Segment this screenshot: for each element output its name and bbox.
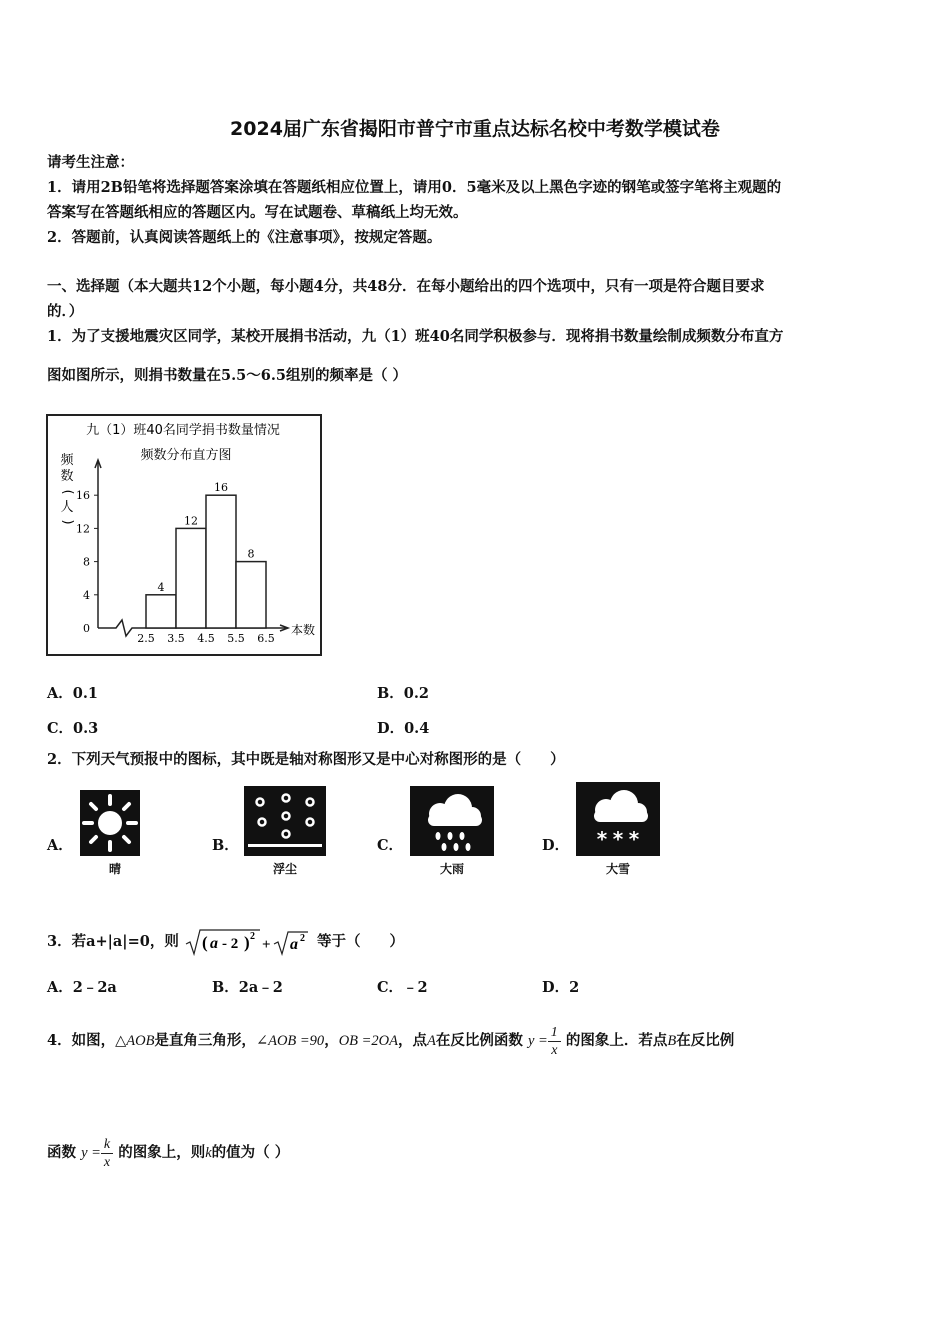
notice-heading: 请考生注意： xyxy=(47,154,134,171)
q4-point-b: B xyxy=(667,1033,677,1049)
q3-expr-a: a xyxy=(209,935,218,952)
q3-option-d[interactable]: D．2 xyxy=(542,979,580,996)
chart-subtitle: 频数分布直方图 xyxy=(140,448,232,463)
bar-data-label: 8 xyxy=(247,547,255,561)
heavy-snow-caption: 大雪 xyxy=(605,862,630,876)
heavy-snow-icon[interactable] xyxy=(576,782,660,856)
y-label-char-3: ( xyxy=(60,489,75,495)
notice-item2: 2．答题前，认真阅读答题纸上的《注意事项》，按规定答题。 xyxy=(47,229,442,246)
q4-y-equals-1: y = xyxy=(527,1033,548,1049)
q4-y-equals-2: y = xyxy=(81,1145,101,1161)
q4-frac2-den: x xyxy=(103,1154,111,1170)
q3-stem xyxy=(47,928,404,954)
dust-caption: 浮尘 xyxy=(272,862,297,876)
svg-text:): ) xyxy=(243,933,250,952)
notice-item1-line2: 答案写在答题纸相应的答题区内。写在试题卷、草稿纸上均无效。 xyxy=(47,204,468,221)
sun-caption: 晴 xyxy=(108,862,121,876)
q4-text-7: 在反比例 xyxy=(676,1032,735,1049)
chart-title: 九（1）班40名同学捐书数量情况 xyxy=(86,423,280,438)
q4-stem-line1 xyxy=(47,1010,734,1072)
y-label-char-4: 人 xyxy=(60,500,74,515)
q4-text-4: ，点 xyxy=(398,1032,428,1049)
x-tick-label: 5.5 xyxy=(227,632,245,645)
q2-option-b-letter[interactable]: B． xyxy=(212,837,239,854)
heavy-rain-icon[interactable] xyxy=(410,786,494,856)
q1-option-d[interactable]: D．0.4 xyxy=(377,720,430,737)
q2-stem: 2．下列天气预报中的图标，其中既是轴对称图形又是中心对称图形的是（ ） xyxy=(47,751,565,768)
y-tick-label: 0 xyxy=(83,622,90,635)
sun-icon[interactable] xyxy=(80,790,140,856)
svg-text:*: * xyxy=(612,827,624,851)
histogram-bar xyxy=(146,595,176,628)
q3-option-a[interactable]: A．2﹣2a xyxy=(47,979,117,996)
svg-text:(: ( xyxy=(201,933,208,952)
x-tick-label: 3.5 xyxy=(167,632,185,645)
q3-expr-minus2: - 2 xyxy=(221,936,239,952)
q3-expr-sq: 2 xyxy=(249,931,255,942)
y-tick-label: 16 xyxy=(76,489,90,503)
histogram-bar xyxy=(206,495,236,628)
q3-expr-plus: + xyxy=(261,937,271,953)
page-title: 2024届广东省揭阳市普宁市重点达标名校中考数学模试卷 xyxy=(230,118,720,140)
q4-text-8: 函数 xyxy=(47,1144,76,1161)
q4-frac1-num: 1 xyxy=(548,1024,561,1042)
section1-heading-cont: 的．） xyxy=(47,303,84,320)
q4-text-10: 的值为（ ） xyxy=(211,1144,290,1161)
histogram-bar xyxy=(176,528,206,628)
svg-text:*: * xyxy=(628,827,640,851)
q1-option-a[interactable]: A．0.1 xyxy=(47,685,98,702)
x-tick-label: 4.5 xyxy=(197,632,215,645)
section1-heading: 一、选择题（本大题共12个小题，每小题4分，共48分．在每小题给出的四个选项中，只有一项是符合题目要求 xyxy=(47,278,765,295)
x-tick-label: 6.5 xyxy=(257,632,275,645)
q4-frac2-num: k xyxy=(101,1136,113,1154)
q3-stem-pre: 3．若a+|a|=0，则 xyxy=(47,933,179,950)
x-tick-label: 2.5 xyxy=(137,632,155,645)
q4-relation: OB =2OA xyxy=(338,1033,399,1049)
notice-item1-line1: 1．请用2B铅笔将选择题答案涂填在答题纸相应位置上，请用0．5毫米及以上黑色字迹的钢笔或签字笔将主观题的 xyxy=(47,179,782,196)
q4-text-6: 的图象上．若点 xyxy=(565,1032,668,1049)
q1-option-c[interactable]: C．0.3 xyxy=(47,720,99,737)
bar-data-label: 4 xyxy=(157,580,165,594)
x-axis-label: 本数 xyxy=(290,623,316,637)
y-tick-label: 12 xyxy=(76,522,90,536)
heavy-rain-caption: 大雨 xyxy=(439,862,464,876)
histogram-chart xyxy=(46,414,322,656)
q2-option-d-letter[interactable]: D． xyxy=(542,837,570,854)
dust-icon[interactable] xyxy=(244,786,326,856)
q4-text-2: 是直角三角形， xyxy=(154,1032,256,1049)
q4-k: k xyxy=(205,1145,212,1161)
y-label-char-5: ) xyxy=(60,519,75,525)
q3-radical-expression xyxy=(184,928,312,956)
q2-option-a-letter[interactable]: A． xyxy=(47,837,73,854)
q4-stem-line2 xyxy=(47,1122,289,1184)
q4-text-9: 的图象上，则 xyxy=(118,1144,206,1161)
q4-fraction-1 xyxy=(548,1024,561,1059)
histogram-bar xyxy=(236,562,266,628)
q3-expr-a2-exp: 2 xyxy=(299,933,305,944)
y-tick-label: 8 xyxy=(83,555,90,569)
q4-angle: ∠AOB =90 xyxy=(255,1033,325,1049)
q1-stem-line1: 1．为了支援地震灾区同学，某校开展捐书活动，九（1）班40名同学积极参与．现将捐书数量绘制成频数分布直方 xyxy=(47,328,784,345)
q4-text-5: 在反比例函数 xyxy=(435,1032,523,1049)
y-label-char-1: 频 xyxy=(60,453,74,468)
q3-stem-post: 等于（ ） xyxy=(316,933,404,950)
q4-triangle: △AOB xyxy=(115,1033,155,1049)
q3-expr-a2: a xyxy=(289,936,298,953)
q1-stem-line2: 图如图所示，则捐书数量在5.5～6.5组别的频率是（ ） xyxy=(47,367,407,384)
bar-data-label: 16 xyxy=(214,481,228,495)
q1-option-b[interactable]: B．0.2 xyxy=(377,685,429,702)
y-label-char-2: 数 xyxy=(60,469,74,484)
q4-text-3: ， xyxy=(324,1032,339,1049)
q3-option-b[interactable]: B．2a﹣2 xyxy=(212,979,283,996)
bar-data-label: 12 xyxy=(184,514,198,528)
q3-option-c[interactable]: C．﹣2 xyxy=(377,979,428,996)
q4-fraction-2 xyxy=(101,1136,113,1171)
q4-point-a: A xyxy=(427,1033,436,1049)
q2-option-c-letter[interactable]: C． xyxy=(377,837,404,854)
y-tick-label: 4 xyxy=(83,588,90,602)
q4-text-1: 4．如图， xyxy=(47,1032,116,1049)
svg-text:*: * xyxy=(596,827,608,851)
q4-frac1-den: x xyxy=(551,1042,558,1058)
